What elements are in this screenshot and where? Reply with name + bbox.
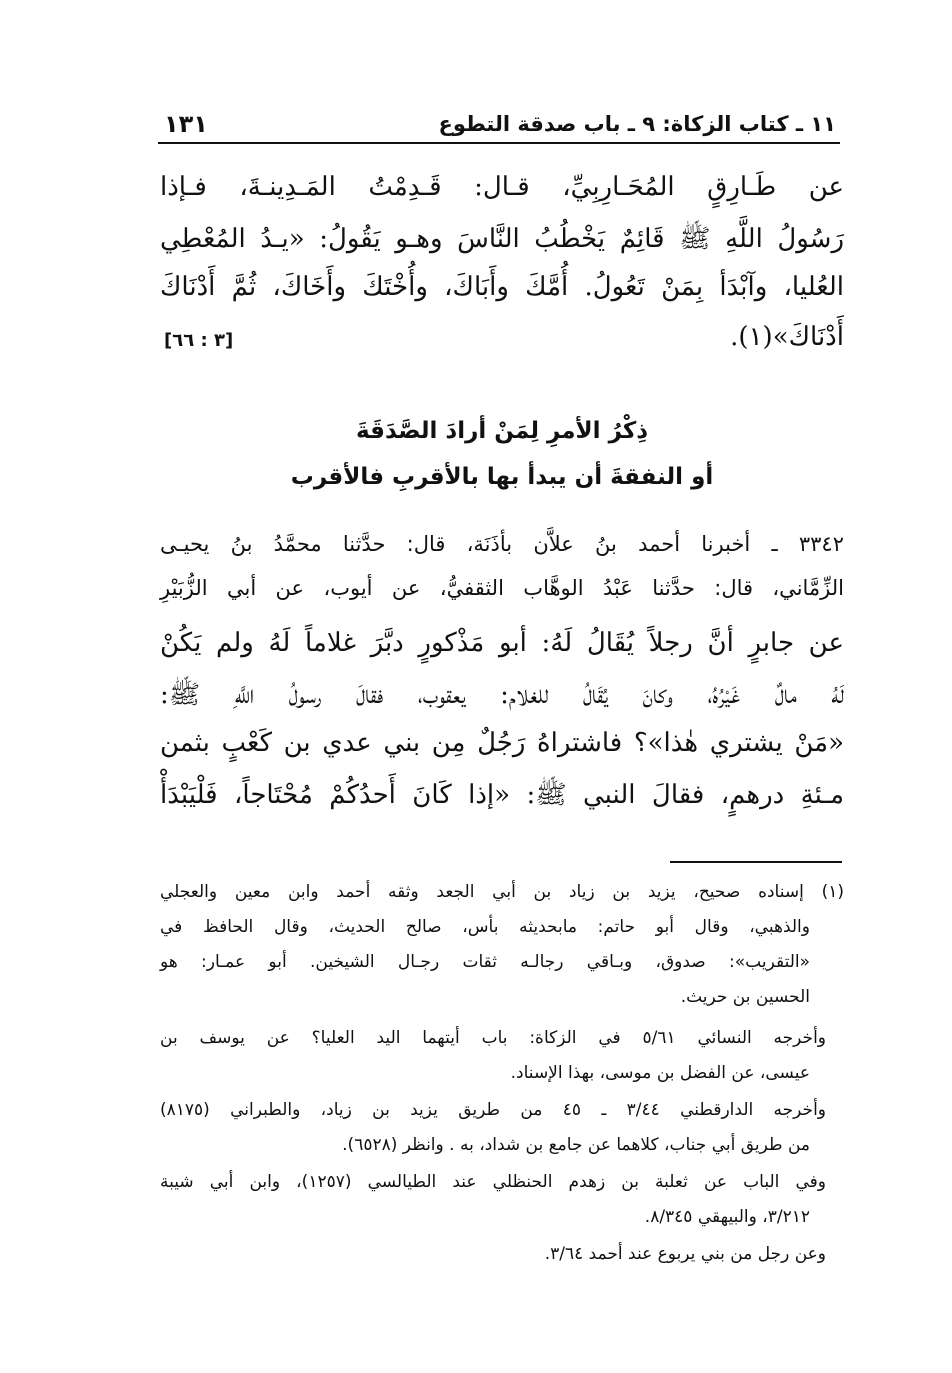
section-heading-line-1: ذِكْرُ الأمرِ لِمَنْ أرادَ الصَّدَقَةَ bbox=[355, 418, 649, 444]
page-number: ١٣١ bbox=[164, 110, 208, 138]
footnote-line-9: وفي الباب عن ثعلبة بن زهدم الحنظلي عند الطيالسي (١٢٥٧)، وابن أبي شيبة bbox=[160, 1172, 826, 1192]
cross-reference: [٣ : ٦٦] bbox=[164, 330, 234, 351]
footnote-separator bbox=[670, 861, 842, 863]
footnote-line-3: «التقريب»: صدوق، وبـاقي رجالـه ثقات رجـال الشيخين. أبو عمـار: هو bbox=[160, 952, 810, 972]
hadith-matn-line-2: لَهُ مالٌ غَيْرُهُ، وكانَ يُقَالُ للغلام: يعقوب، فقالَ رسولُ اللَّهِ ﷺ: bbox=[160, 680, 844, 710]
footnote-line-7: وأخرجه الدارقطني ٣/٤٤ ـ ٤٥ من طريق يزيد بن زياد، والطبراني (٨١٧٥) bbox=[160, 1100, 827, 1120]
running-title: ١١ ـ كتاب الزكاة: ٩ ـ باب صدقة التطوع bbox=[438, 112, 836, 136]
main-text-line-1: عن طَـارِقٍ المُحَـارِبِيِّ، قـال: قَـدِمْتُ المَـدِينـةَ، فـإذا bbox=[160, 172, 844, 202]
hadith-matn-line-3: «مَنْ يشتري هٰذا»؟ فاشتراهُ رَجُلٌ مِن بني عدي بن كَعْبٍ بثمن bbox=[160, 728, 844, 758]
footnote-line-2: والذهبي، وقال أبو حاتم: مابحديثه بأس، صالح الحديث، وقال الحافظ في bbox=[160, 917, 810, 937]
hadith-isnad-line-2: الزِّمَّاني، قال: حدَّثنا عَبْدُ الوهَّاب الثقفيُّ، عن أيوب، عن أبي الزُّبَيْرِ bbox=[160, 576, 844, 600]
hadith-matn-line-1: عن جابرٍ أنَّ رجلاً يُقَالُ لَهُ: أبو مَذْكورٍ دبَّرَ غلاماً لَهُ ولم يَكُنْ bbox=[160, 628, 844, 658]
footnote-line-5: وأخرجه النسائي ٥/٦١ في الزكاة: باب أيتهما اليد العليا؟ عن يوسف بن bbox=[160, 1028, 827, 1048]
footnote-line-1: (١) إسناده صحيح، يزيد بن زياد بن أبي الجعد وثقه أحمد وابن معين والعجلي bbox=[160, 882, 844, 902]
main-text-line-2: رَسُولُ اللَّهِ ﷺ قَائِمٌ يَخْطُبُ النَّاسَ وهـو يَقُولُ: «يـدُ المُعْطِي bbox=[160, 224, 844, 254]
footnote-line-10: ٣/٢١٢، والبيهقي ٨/٣٤٥. bbox=[644, 1207, 810, 1227]
footnote-line-6: عيسى، عن الفضل بن موسى، بهذا الإسناد. bbox=[510, 1063, 810, 1083]
footnote-line-11: وعن رجل من بني يربوع عند أحمد ٣/٦٤. bbox=[544, 1244, 826, 1264]
footnote-line-4: الحسين بن حريث. bbox=[680, 987, 810, 1007]
hadith-isnad-line-1: ٣٣٤٢ ـ أخبرنا أحمد بنُ علاَّن بأذَنَة، قال: حدَّثنا محمَّدُ بنُ يحيـى bbox=[160, 532, 844, 556]
main-text-line-4: أَدْنَاكَ»(١). bbox=[730, 322, 844, 352]
section-heading-line-2: أو النفقةَ أن يبدأ بها بالأقربِ فالأقرب bbox=[290, 464, 714, 490]
footnote-line-8: من طريق أبي جناب، كلاهما عن جامع بن شداد، به . وانظر (٦٥٢٨). bbox=[342, 1135, 810, 1155]
main-text-line-3: العُليا، وآبْدَأ بِمَنْ تَعُولُ. أُمَّكَ وأَبَاكَ، وأُخْتَكَ وأَخَاكَ، ثُمَّ أَدْنَاكَ bbox=[160, 272, 844, 302]
hadith-matn-line-4: مـئةِ درهمٍ، فقالَ النبي ﷺ: «إذا كَانَ أَحدُكُمْ مُحْتَاجاً، فَلْيَبْدَأْ bbox=[160, 780, 844, 810]
running-header bbox=[158, 108, 840, 144]
